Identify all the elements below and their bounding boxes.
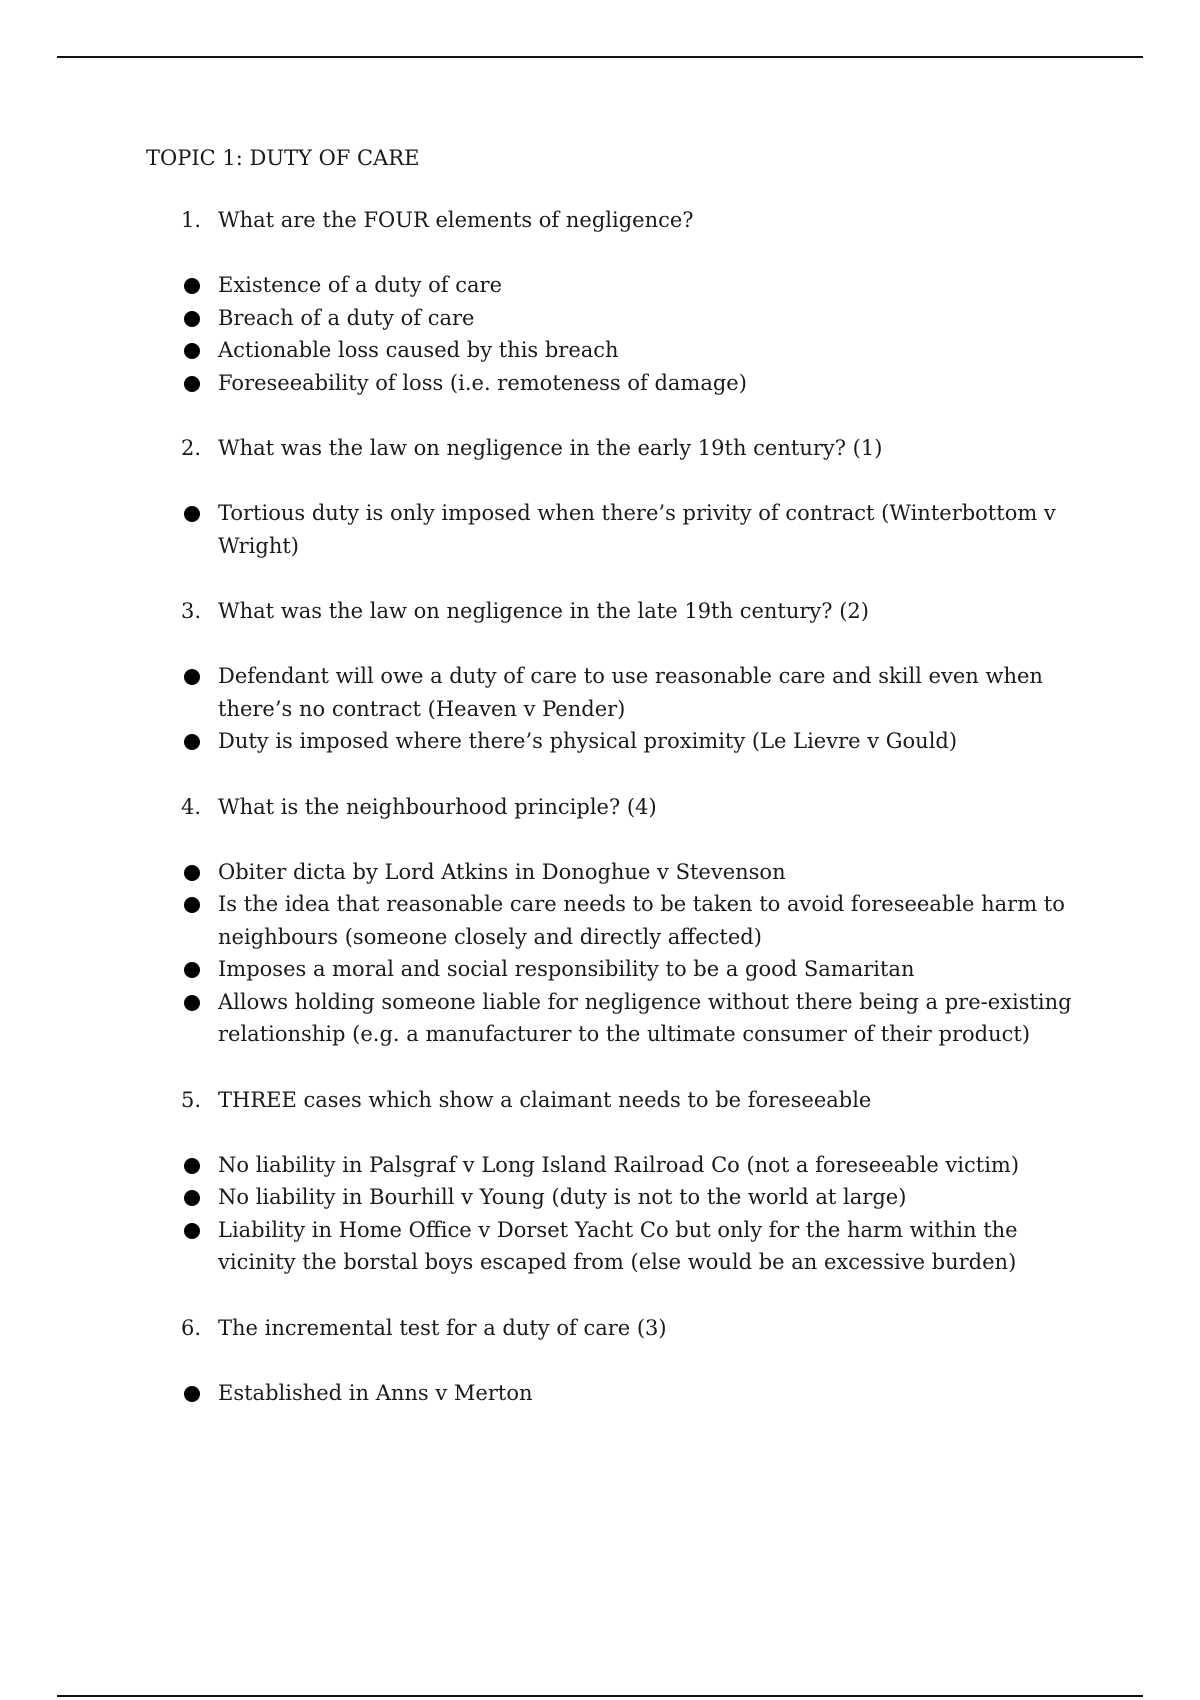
question-number: 3.: [181, 599, 202, 623]
list-item: [146, 1377, 1086, 1410]
bullet-icon: [184, 865, 200, 881]
list-item: [146, 986, 1086, 1051]
question-number: 4.: [181, 794, 202, 819]
list-item: [146, 1214, 1086, 1279]
list-item-text: Liability in Home Office v Dorset Yacht Co but only for the harm within the vicinity the borstal boys escaped from (else would be an excessive burden): [218, 1217, 1018, 1274]
bullet-icon: [184, 376, 200, 392]
bullet-icon: [184, 734, 200, 750]
list-item: [146, 269, 1086, 302]
answer-list: [146, 269, 1086, 399]
bullet-icon: [184, 995, 200, 1011]
list-item-text: Foreseeability of loss (i.e. remoteness of damage): [218, 370, 747, 395]
list-item-text: Defendant will owe a duty of care to use reasonable care and skill even when there’s no contract (Heaven v Pender): [218, 664, 1043, 721]
bullet-icon: [184, 669, 200, 685]
list-item-text: Is the idea that reasonable care needs to be taken to avoid foreseeable harm to neighbours (someone closely and directly affected): [218, 892, 1065, 949]
bullet-icon: [184, 343, 200, 359]
list-item: [146, 856, 1086, 889]
list-item-text: Tortious duty is only imposed when there’s privity of contract (Winterbottom v Wright): [218, 501, 1056, 558]
list-item-text: Breach of a duty of care: [218, 305, 475, 330]
list-item-text: Actionable loss caused by this breach: [218, 338, 619, 362]
top-rule: [57, 56, 1143, 58]
list-item-text: No liability in Bourhill v Young (duty is not to the world at large): [218, 1185, 907, 1209]
question-number: 5.: [181, 1087, 202, 1112]
list-item: [146, 1149, 1086, 1182]
list-item: [146, 888, 1086, 953]
list-item: [146, 302, 1086, 335]
bullet-icon: [184, 1158, 200, 1174]
bullet-icon: [184, 278, 200, 294]
question-1: [146, 204, 1086, 236]
bullet-icon: [184, 1223, 200, 1239]
document-body: [146, 142, 1086, 1442]
bottom-rule: [57, 1695, 1143, 1697]
answer-list: [146, 660, 1086, 758]
bullet-icon: [184, 1386, 200, 1402]
question-number: 1.: [181, 208, 202, 232]
answer-list: [146, 856, 1086, 1051]
question-list: [146, 204, 1086, 1409]
bullet-icon: [184, 506, 200, 522]
question-5: [146, 1084, 1086, 1116]
bullet-icon: [184, 962, 200, 978]
page-title: TOPIC 1: DUTY OF CARE: [146, 146, 420, 170]
list-item: [146, 367, 1086, 400]
question-text: What is the neighbourhood principle? (4): [218, 794, 657, 819]
list-item: [146, 1181, 1086, 1214]
question-text: The incremental test for a duty of care (3): [218, 1315, 667, 1340]
list-item-text: Established in Anns v Merton: [218, 1380, 533, 1405]
answer-list: [146, 1149, 1086, 1279]
list-item: [146, 660, 1086, 725]
question-text: What are the FOUR elements of negligence?: [218, 208, 694, 232]
list-item-text: Imposes a moral and social responsibility to be a good Samaritan: [218, 957, 915, 981]
list-item-text: Allows holding someone liable for negligence without there being a pre-existing relationship (e.g. a manufacturer to the ultimate consumer of their product): [218, 989, 1072, 1046]
answer-list: [146, 497, 1086, 562]
question-number: 2.: [181, 436, 202, 460]
list-item-text: Obiter dicta by Lord Atkins in Donoghue v Stevenson: [218, 859, 786, 884]
question-2: [146, 432, 1086, 464]
list-item: [146, 725, 1086, 758]
question-4: [146, 791, 1086, 823]
question-text: THREE cases which show a claimant needs to be foreseeable: [218, 1087, 872, 1112]
bullet-icon: [184, 311, 200, 327]
bullet-icon: [184, 897, 200, 913]
list-item-text: No liability in Palsgraf v Long Island Railroad Co (not a foreseeable victim): [218, 1152, 1020, 1177]
list-item-text: Duty is imposed where there’s physical proximity (Le Lievre v Gould): [218, 729, 958, 753]
list-item: [146, 334, 1086, 367]
list-item-text: Existence of a duty of care: [218, 273, 502, 297]
bullet-icon: [184, 1190, 200, 1206]
question-text: What was the law on negligence in the late 19th century? (2): [218, 599, 869, 623]
list-item: [146, 953, 1086, 986]
question-6: [146, 1312, 1086, 1344]
answer-list: [146, 1377, 1086, 1410]
question-text: What was the law on negligence in the early 19th century? (1): [218, 436, 883, 460]
question-3: [146, 595, 1086, 627]
list-item: [146, 497, 1086, 562]
question-number: 6.: [181, 1315, 202, 1340]
